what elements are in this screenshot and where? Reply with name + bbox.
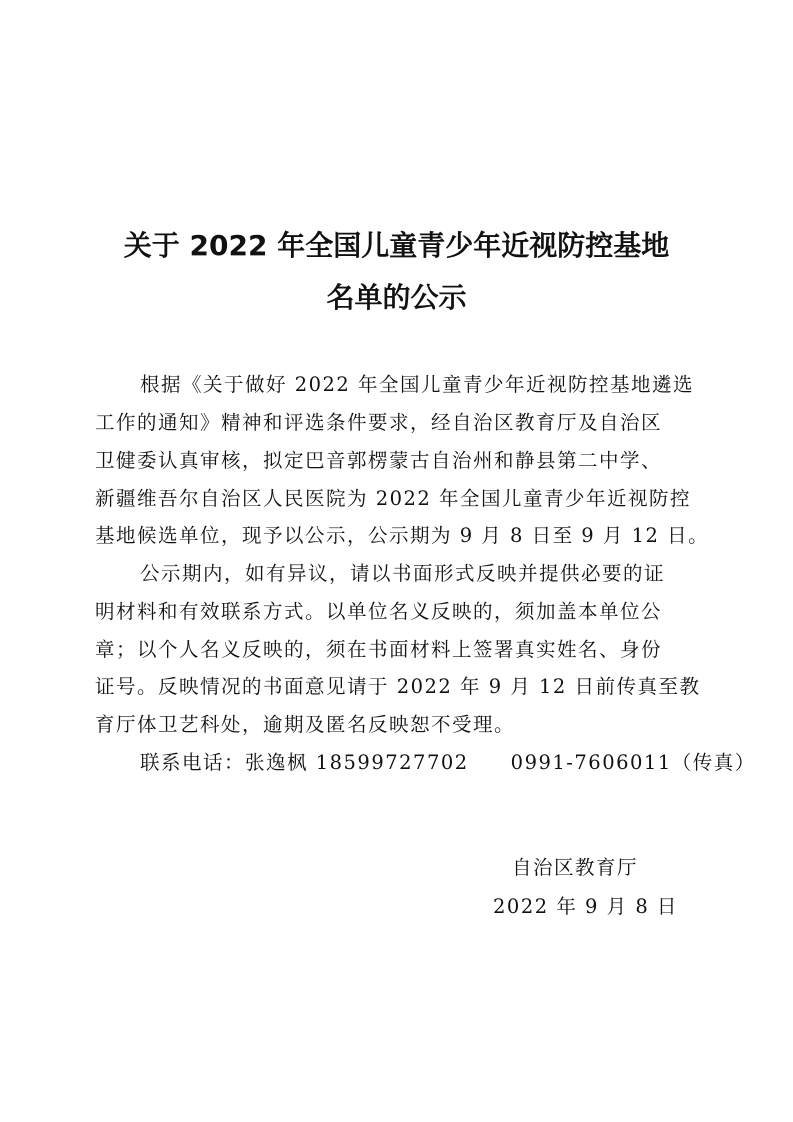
title-line-1: 关于 2022 年全国儿童青少年近视防控基地 xyxy=(123,229,670,262)
paragraph-1-line-1: 根据《关于做好 2022 年全国儿童青少年近视防控基地遴选 xyxy=(140,373,695,396)
paragraph-1-line-3: 卫健委认真审核，拟定巴音郭楞蒙古自治州和静县第二中学、 xyxy=(95,449,663,472)
contact-line: 联系电话：张逸枫 18599727702 0991-7606011（传真） xyxy=(140,751,756,774)
paragraph-1-line-2: 工作的通知》精神和评选条件要求，经自治区教育厅及自治区 xyxy=(95,411,663,434)
paragraph-2-line-2: 明材料和有效联系方式。以单位名义反映的，须加盖本单位公 xyxy=(95,600,663,623)
paragraph-2-line-3: 章；以个人名义反映的，须在书面材料上签署真实姓名、身份 xyxy=(95,638,663,661)
signature-date: 2022 年 9 月 8 日 xyxy=(493,895,678,918)
paragraph-1-line-4: 新疆维吾尔自治区人民医院为 2022 年全国儿童青少年近视防控 xyxy=(95,487,692,510)
signature-organization: 自治区教育厅 xyxy=(512,856,639,879)
paragraph-1-line-5: 基地候选单位，现予以公示，公示期为 9 月 8 日至 9 月 12 日。 xyxy=(95,524,710,547)
paragraph-2-line-5: 育厅体卫艺科处，逾期及匿名反映恕不受理。 xyxy=(95,713,516,736)
paragraph-2-line-4: 证号。反映情况的书面意见请于 2022 年 9 月 12 日前传真至教 xyxy=(95,675,701,698)
title-line-2: 名单的公示 xyxy=(326,281,467,314)
paragraph-2-line-1: 公示期内，如有异议，请以书面形式反映并提供必要的证 xyxy=(140,562,666,585)
